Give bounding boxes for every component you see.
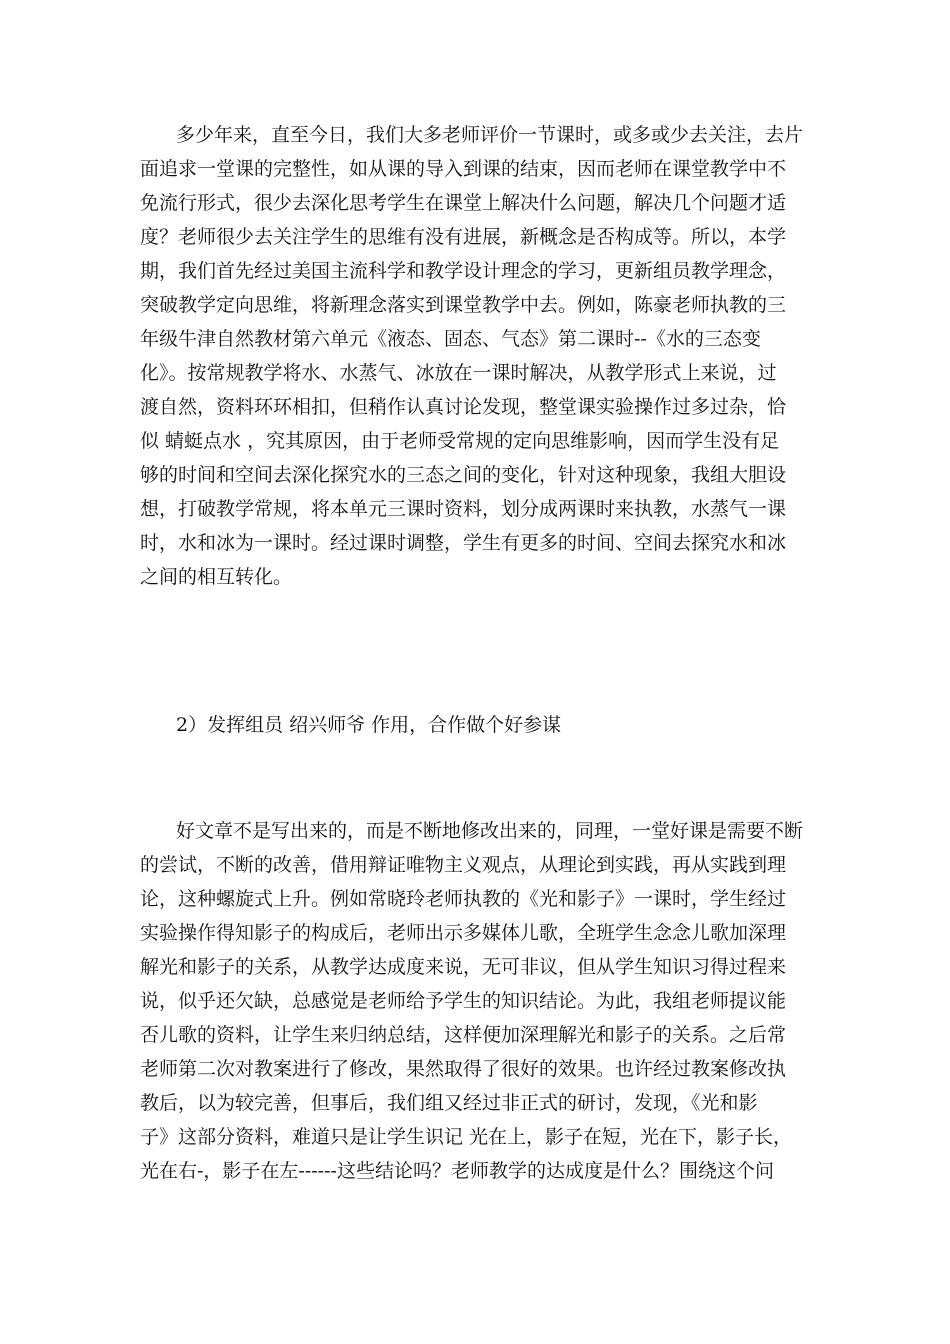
paragraph-line: 化》。按常规教学将水、水蒸气、冰放在一课时解决，从教学形式上来说，过 [140,362,777,384]
paragraph-line: 面追求一堂课的完整性，如从课的导入到课的结束，因而老师在课堂教学中不 [140,158,787,180]
paragraph-line: 光在右-，影子在左------这些结论吗？老师教学的达成度是什么？围绕这个问 [140,1160,774,1182]
paragraph-line: 子》这部分资料，难道只是让学生识记 光在上，影子在短，光在下，影子长， [140,1126,793,1148]
paragraph-line: 说，似乎还欠缺，总感觉是老师给予学生的知识结论。为此，我组老师提议能 [140,990,787,1012]
paragraph-line: 度？老师很少去关注学生的思维有没有进展，新概念是否构成等。所以，本学 [140,226,787,248]
paragraph-line: 时，水和冰为一课时。经过课时调整，学生有更多的时间、空间去探究水和冰 [140,532,787,554]
section-heading [140,708,820,742]
paragraph-line: 免流行形式，很少去深化思考学生在课堂上解决什么问题，解决几个问题才适 [140,192,787,214]
paragraph-line: 教后，以为较完善，但事后，我们组又经过非正式的研讨，发现，《光和影 [140,1092,758,1114]
paragraph-line: 的尝试，不断的改善，借用辩证唯物主义观点，从理论到实践，再从实践到理 [140,854,787,876]
paragraph-2 [140,814,820,1188]
paragraph-line: 渡自然，资料环环相扣，但稍作认真讨论发现，整堂课实验操作过多过杂，恰 [140,396,787,418]
paragraph-line: 多少年来，直至今日，我们大多老师评价一节课时，或多或少去关注，去片 [176,124,804,146]
paragraph-1 [140,118,820,594]
paragraph-line: 解光和影子的关系，从教学达成度来说，无可非议，但从学生知识习得过程来 [140,956,787,978]
paragraph-line: 期，我们首先经过美国主流科学和教学设计理念的学习，更新组员教学理念， [140,260,787,282]
paragraph-line: 好文章不是写出来的，而是不断地修改出来的，同理，一堂好课是需要不断 [176,820,804,842]
paragraph-line: 年级牛津自然教材第六单元《液态、固态、气态》第二课时--《水的三态变 [140,328,761,350]
heading-text: 2）发挥组员 绍兴师爷 作用，合作做个好参谋 [176,714,562,736]
paragraph-line: 之间的相互转化。 [140,566,293,588]
paragraph-line: 似 蜻蜓点水 ，究其原因，由于老师受常规的定向思维影响，因而学生没有足 [140,430,780,452]
paragraph-line: 突破教学定向思维，将新理念落实到课堂教学中去。例如，陈豪老师执教的三 [140,294,787,316]
paragraph-line: 够的时间和空间去深化探究水的三态之间的变化，针对这种现象，我组大胆设 [140,464,787,486]
paragraph-line: 实验操作得知影子的构成后，老师出示多媒体儿歌，全班学生念念儿歌加深理 [140,922,787,944]
paragraph-line: 否儿歌的资料，让学生来归纳总结，这样便加深理解光和影子的关系。之后常 [140,1024,787,1046]
paragraph-line: 老师第二次对教案进行了修改，果然取得了很好的效果。也许经过教案修改执 [140,1058,787,1080]
paragraph-line: 论，这种螺旋式上升。例如常晓玲老师执教的《光和影子》一课时，学生经过 [140,888,787,910]
paragraph-line: 想，打破教学常规，将本单元三课时资料，划分成两课时来执教，水蒸气一课 [140,498,787,520]
